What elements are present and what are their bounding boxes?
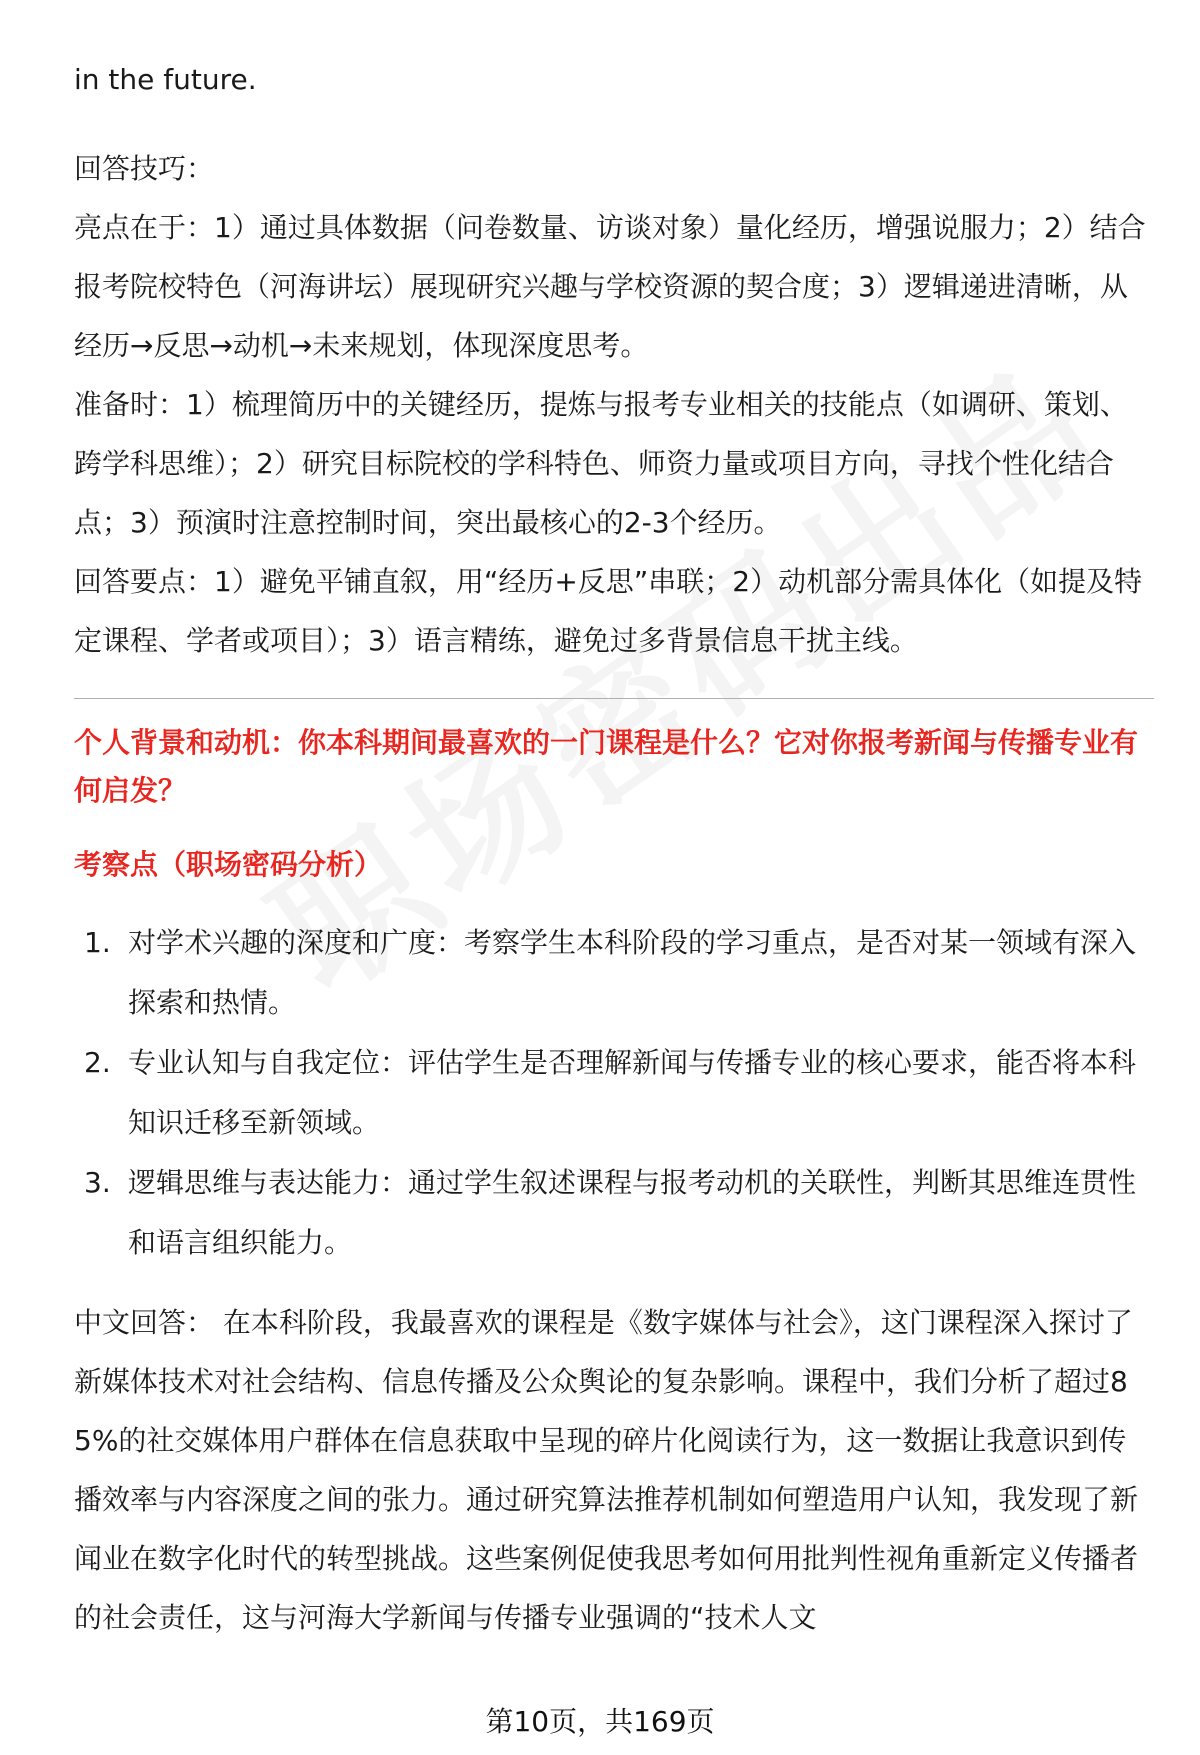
question-title: 个人背景和动机：你本科期间最喜欢的一门课程是什么？它对你报考新闻与传播专业有何启发？ (74, 726, 1139, 807)
tips-key-points: 回答要点：1）避免平铺直叙，用“经历+反思”串联；2）动机部分需具体化（如提及特定课程、学者或项目）；3）语言精练，避免过多背景信息干扰主线。 (74, 565, 1143, 657)
list-item-text: 逻辑思维与表达能力：通过学生叙述课程与报考动机的关联性，判断其思维连贯性和语言组织能力。 (128, 1166, 1137, 1259)
tips-preparation: 准备时：1）梳理简历中的关键经历，提炼与报考专业相关的技能点（如调研、策划、跨学科思维）；2）研究目标院校的学科特色、师资力量或项目方向，寻找个性化结合点；3）预演时注意控制时间，突出最核心的2-3个经历。 (74, 388, 1128, 539)
list-item (74, 1153, 1154, 1273)
tips-highlights: 亮点在于：1）通过具体数据（问卷数量、访谈对象）量化经历，增强说服力；2）结合报考院校特色（河海讲坛）展现研究兴趣与学校资源的契合度；3）逻辑递进清晰，从经历→反思→动机→未来规划，体现深度思考。 (74, 211, 1146, 362)
assessment-section-title: 考察点（职场密码分析） (74, 848, 383, 881)
list-item (74, 1033, 1154, 1153)
tips-heading: 回答技巧： (74, 152, 215, 185)
section-divider (74, 698, 1154, 699)
list-item-text: 对学术兴趣的深度和广度：考察学生本科阶段的学习重点，是否对某一领域有深入探索和热情。 (128, 926, 1137, 1019)
list-item (74, 913, 1154, 1033)
list-number: 3. (84, 1166, 111, 1199)
list-number: 2. (84, 1046, 111, 1079)
chinese-answer: 中文回答： 在本科阶段，我最喜欢的课程是《数字媒体与社会》，这门课程深入探讨了新媒体技术对社会结构、信息传播及公众舆论的复杂影响。课程中，我们分析了超过85%的社交媒体用户群体在信息获取中呈现的碎片化阅读行为，这一数据让我意识到传播效率与内容深度之间的张力。通过研究算法推荐机制如何塑造用户认知，我发现了新闻业在数字化时代的转型挑战。这些案例促使我思考如何用批判性视角重新定义传播者的社会责任，这与河海大学新闻与传播专业强调的“技术人文 (74, 1306, 1139, 1634)
assessment-points-list (74, 913, 1154, 1273)
list-number: 1. (84, 926, 111, 959)
page-number: 第10页，共169页 (485, 1705, 715, 1738)
intro-tail-text: in the future. (74, 63, 257, 96)
page-content (74, 0, 1154, 1647)
list-item-text: 专业认知与自我定位：评估学生是否理解新闻与传播专业的核心要求，能否将本科知识迁移至新领域。 (128, 1046, 1137, 1139)
